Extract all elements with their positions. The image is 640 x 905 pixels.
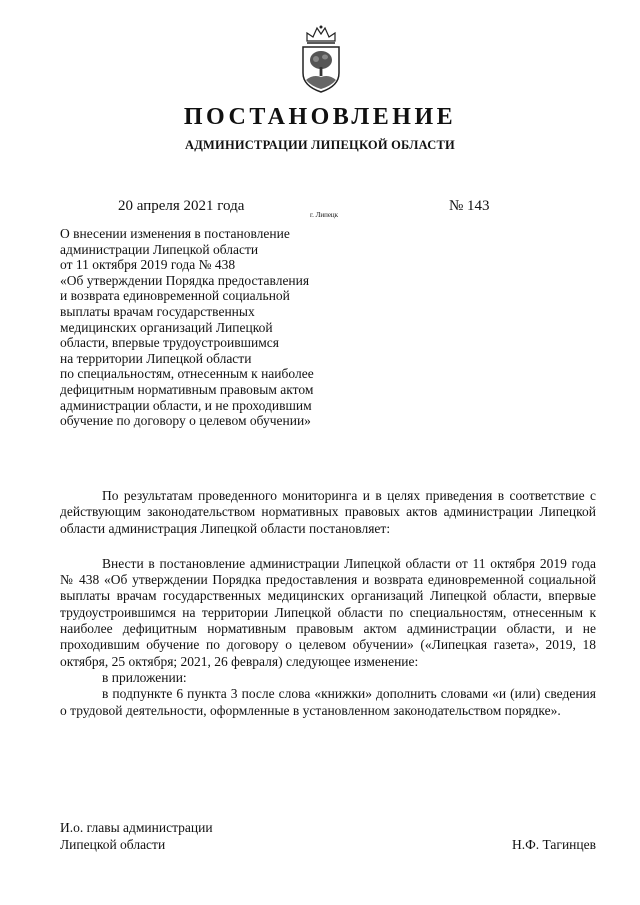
subject-line: области, впервые трудоустроившимся bbox=[60, 335, 279, 351]
signature-block bbox=[60, 819, 596, 853]
preamble-paragraph: По результатам проведенного мониторинга и в целях приведения в соответствие с действующим законодательством нормативных правовых актов администрации Липецкой области администрация Липецкой области постановляет: bbox=[60, 488, 596, 536]
document-date: 20 апреля 2021 года bbox=[118, 198, 245, 214]
amendment-text-paragraph: в подпункте 6 пункта 3 после слова «книжки» дополнить словами «и (или) сведения о трудовой деятельности, оформленные в установленном законодательством порядке». bbox=[60, 686, 596, 718]
subject-line: на территории Липецкой области bbox=[60, 350, 252, 366]
subject-line: от 11 октября 2019 года № 438 bbox=[60, 257, 236, 273]
resolution-paragraph: Внести в постановление администрации Липецкой области от 11 октября 2019 года № 438 «Об утверждении Порядка предоставления и возврата единовременной социальной выплаты врачам государственных медицинских организаций Липецкой области, впервые трудоустроившимся на территории Липецкой области по специальностям, отнесенным к наиболее дефицитным нормативным правовым актом администрации области, и не проходившим обучение по договору о целевом обучении» («Липецкая газета», 2019, 18 октября, 25 октября; 2021, 26 февраля) следующее изменение: bbox=[60, 555, 596, 669]
subject-line: выплаты врачам государственных bbox=[60, 303, 255, 319]
document-body bbox=[60, 488, 596, 719]
subject-line: обучение по договору о целевом обучении» bbox=[60, 413, 311, 429]
subject-line: «Об утверждении Порядка предоставления bbox=[60, 272, 310, 288]
issuing-authority: АДМИНИСТРАЦИИ ЛИПЕЦКОЙ ОБЛАСТИ bbox=[185, 138, 455, 152]
amendment-location-paragraph: в приложении: bbox=[102, 669, 187, 685]
document-number: № 143 bbox=[449, 198, 490, 214]
document-title: ПОСТАНОВЛЕНИЕ bbox=[183, 104, 457, 130]
subject-line: медицинских организаций Липецкой bbox=[60, 319, 273, 335]
subject-line: администрации области, и не проходившим bbox=[60, 397, 312, 413]
signer-position-line2: Липецкой области bbox=[60, 837, 166, 852]
document-subject bbox=[60, 226, 380, 429]
subject-line: администрации Липецкой области bbox=[60, 241, 259, 257]
subject-line: О внесении изменения в постановление bbox=[60, 226, 290, 241]
subject-line: дефицитным нормативным правовым актом bbox=[60, 381, 314, 397]
signer-position-line1: И.о. главы администрации bbox=[60, 820, 213, 835]
signer-name: Н.Ф. Тагинцев bbox=[511, 837, 596, 852]
subject-line: и возврата единовременной социальной bbox=[60, 288, 290, 304]
subject-line: по специальностям, отнесенным к наиболее bbox=[60, 366, 314, 382]
lipetsk-coat-of-arms-icon bbox=[298, 24, 344, 94]
document-city: г. Липецк bbox=[310, 211, 339, 219]
